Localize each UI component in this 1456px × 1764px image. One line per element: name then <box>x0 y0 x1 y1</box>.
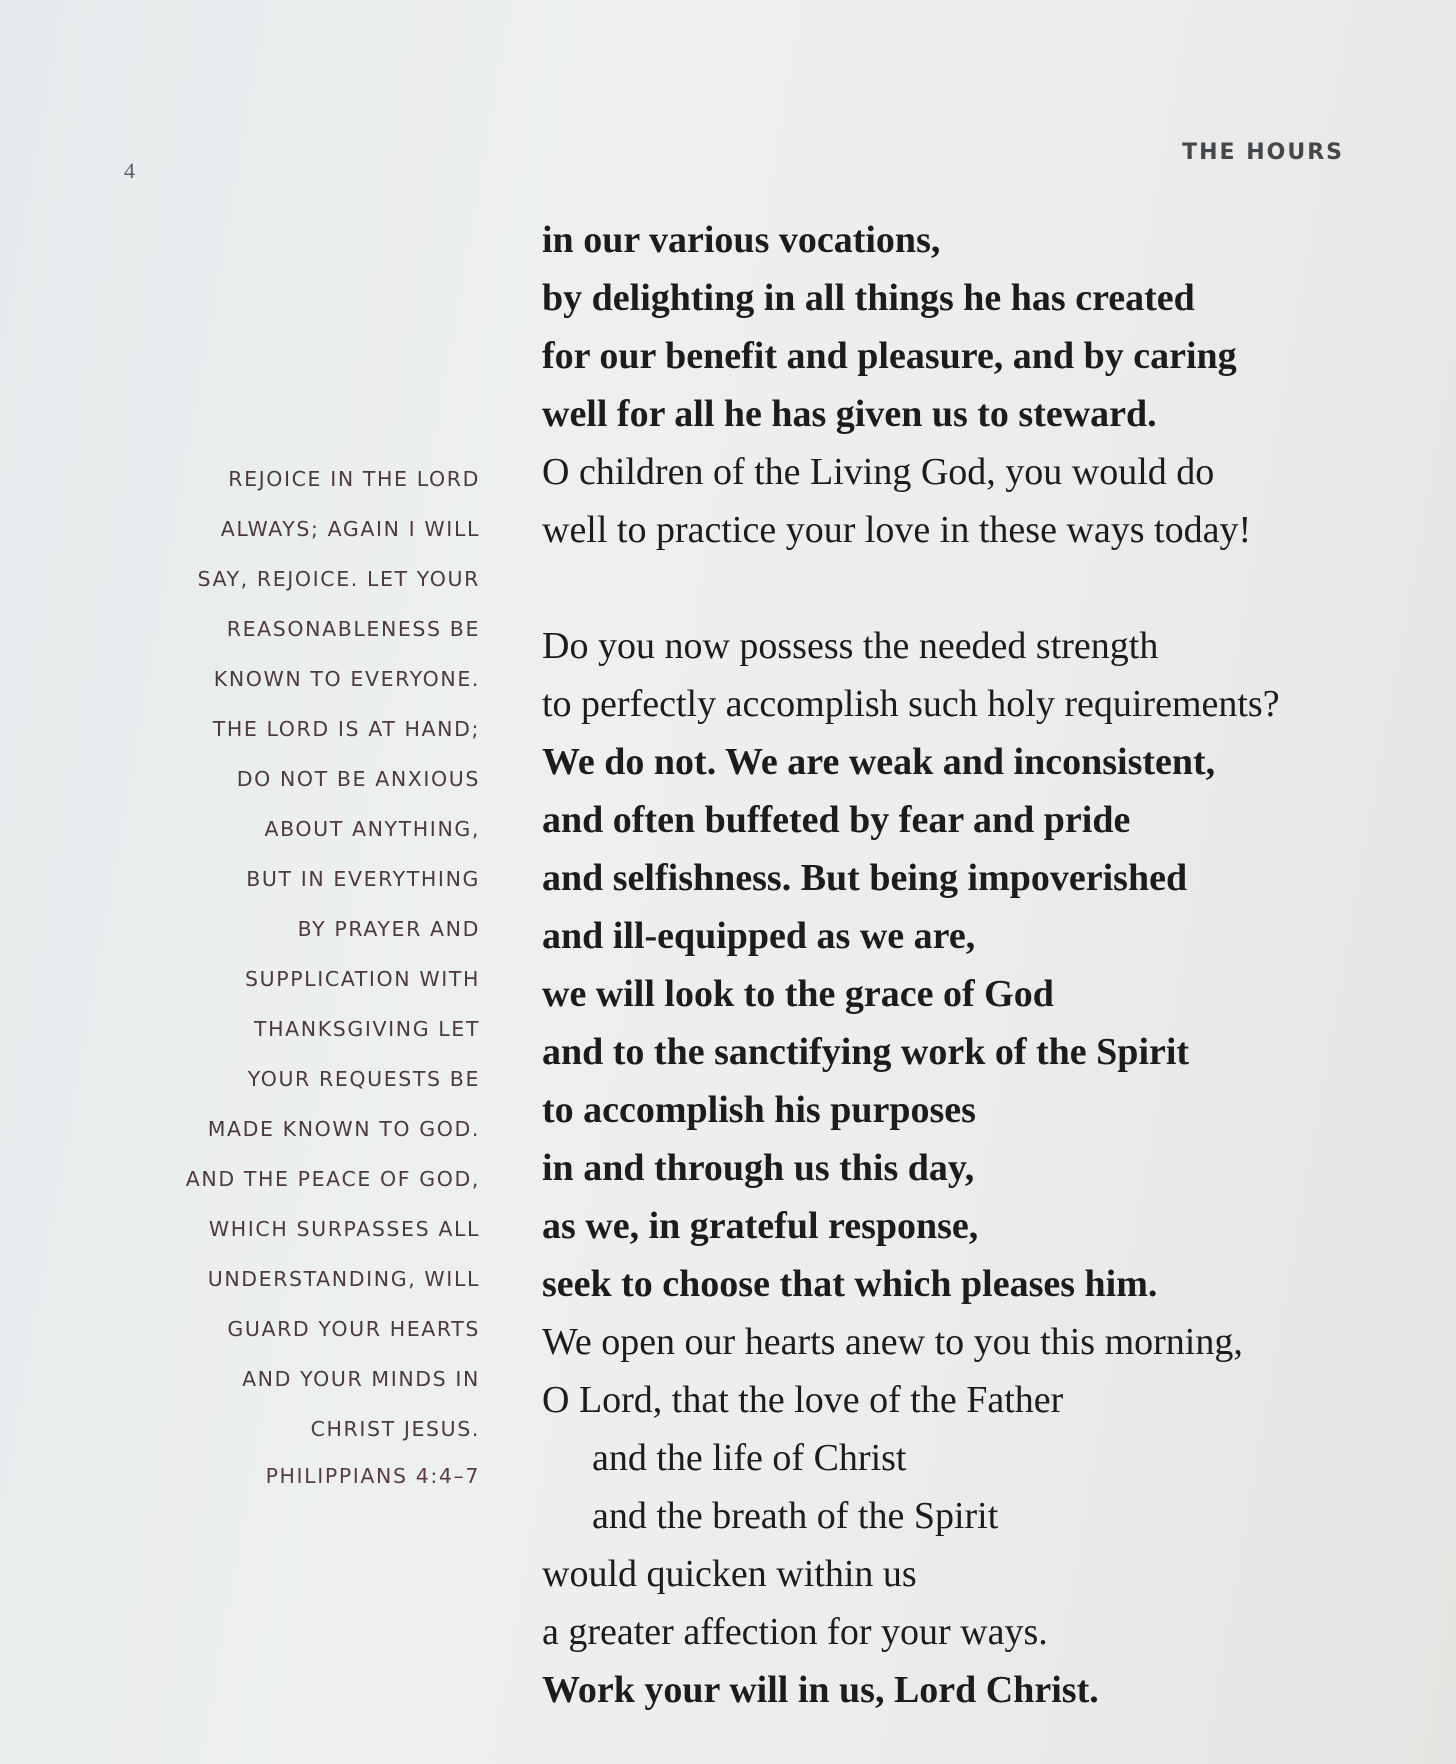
sidebar-line: WHICH SURPASSES ALL <box>208 1217 480 1241</box>
prayer-line: to accomplish his purposes <box>542 1089 976 1131</box>
prayer-line: Do you now possess the needed strength <box>542 625 1159 667</box>
prayer-text <box>542 211 1422 1719</box>
sidebar-line: THANKSGIVING LET <box>254 1017 480 1041</box>
prayer-line: O children of the Living God, you would do <box>542 451 1215 493</box>
prayer-line: seek to choose that which pleases him. <box>542 1263 1158 1305</box>
sidebar-line: MADE KNOWN TO GOD. <box>207 1117 480 1141</box>
sidebar-line: YOUR REQUESTS BE <box>247 1067 480 1091</box>
prayer-line: and the life of Christ <box>592 1437 907 1479</box>
prayer-line: We do not. We are weak and inconsistent, <box>542 741 1216 783</box>
sidebar-line: ABOUT ANYTHING, <box>264 817 480 841</box>
sidebar-line: KNOWN TO EVERYONE. <box>213 667 480 691</box>
prayer-line: by delighting in all things he has created <box>542 277 1195 319</box>
sidebar-line: SUPPLICATION WITH <box>245 967 480 991</box>
prayer-line: we will look to the grace of God <box>542 973 1054 1015</box>
sidebar-line: REJOICE IN THE LORD <box>228 467 480 491</box>
prayer-line: well to practice your love in these ways today! <box>542 509 1252 551</box>
prayer-line: in and through us this day, <box>542 1147 975 1189</box>
prayer-line: Work your will in us, Lord Christ. <box>542 1669 1099 1711</box>
sidebar-line: BY PRAYER AND <box>297 917 480 941</box>
sidebar-line: UNDERSTANDING, WILL <box>207 1267 480 1291</box>
sidebar-line: ALWAYS; AGAIN I WILL <box>220 517 480 541</box>
sidebar-line: DO NOT BE ANXIOUS <box>236 767 480 791</box>
sidebar-line: AND THE PEACE OF GOD, <box>185 1167 480 1191</box>
prayer-line: to perfectly accomplish such holy requirements? <box>542 683 1280 725</box>
running-head: THE HOURS <box>1182 140 1344 165</box>
prayer-line: for our benefit and pleasure, and by caring <box>542 335 1237 377</box>
stanza-break <box>542 559 1422 617</box>
sidebar-line: BUT IN EVERYTHING <box>246 867 480 891</box>
sidebar-line: REASONABLENESS BE <box>226 617 480 641</box>
sidebar-line: GUARD YOUR HEARTS <box>227 1317 480 1341</box>
sidebar-line: THE LORD IS AT HAND; <box>212 717 480 741</box>
scripture-sidebar <box>110 454 480 1498</box>
prayer-line: a greater affection for your ways. <box>542 1611 1048 1653</box>
page-number: 4 <box>124 158 135 183</box>
prayer-line: O Lord, that the love of the Father <box>542 1379 1064 1421</box>
prayer-line: and often buffeted by fear and pride <box>542 799 1131 841</box>
prayer-line: and to the sanctifying work of the Spirit <box>542 1031 1190 1073</box>
prayer-line: would quicken within us <box>542 1553 917 1595</box>
scripture-citation: PHILIPPIANS 4:4–7 <box>265 1464 480 1488</box>
sidebar-line: CHRIST JESUS. <box>310 1417 480 1441</box>
prayer-line: We open our hearts anew to you this morning, <box>542 1321 1243 1363</box>
prayer-line: well for all he has given us to steward. <box>542 393 1157 435</box>
sidebar-line: SAY, REJOICE. LET YOUR <box>197 567 480 591</box>
prayer-line: and the breath of the Spirit <box>592 1495 999 1537</box>
prayer-line: as we, in grateful response, <box>542 1205 979 1247</box>
prayer-line: and selfishness. But being impoverished <box>542 857 1188 899</box>
sidebar-line: AND YOUR MINDS IN <box>242 1367 480 1391</box>
prayer-line: in our various vocations, <box>542 219 941 261</box>
prayer-line: and ill-equipped as we are, <box>542 915 976 957</box>
